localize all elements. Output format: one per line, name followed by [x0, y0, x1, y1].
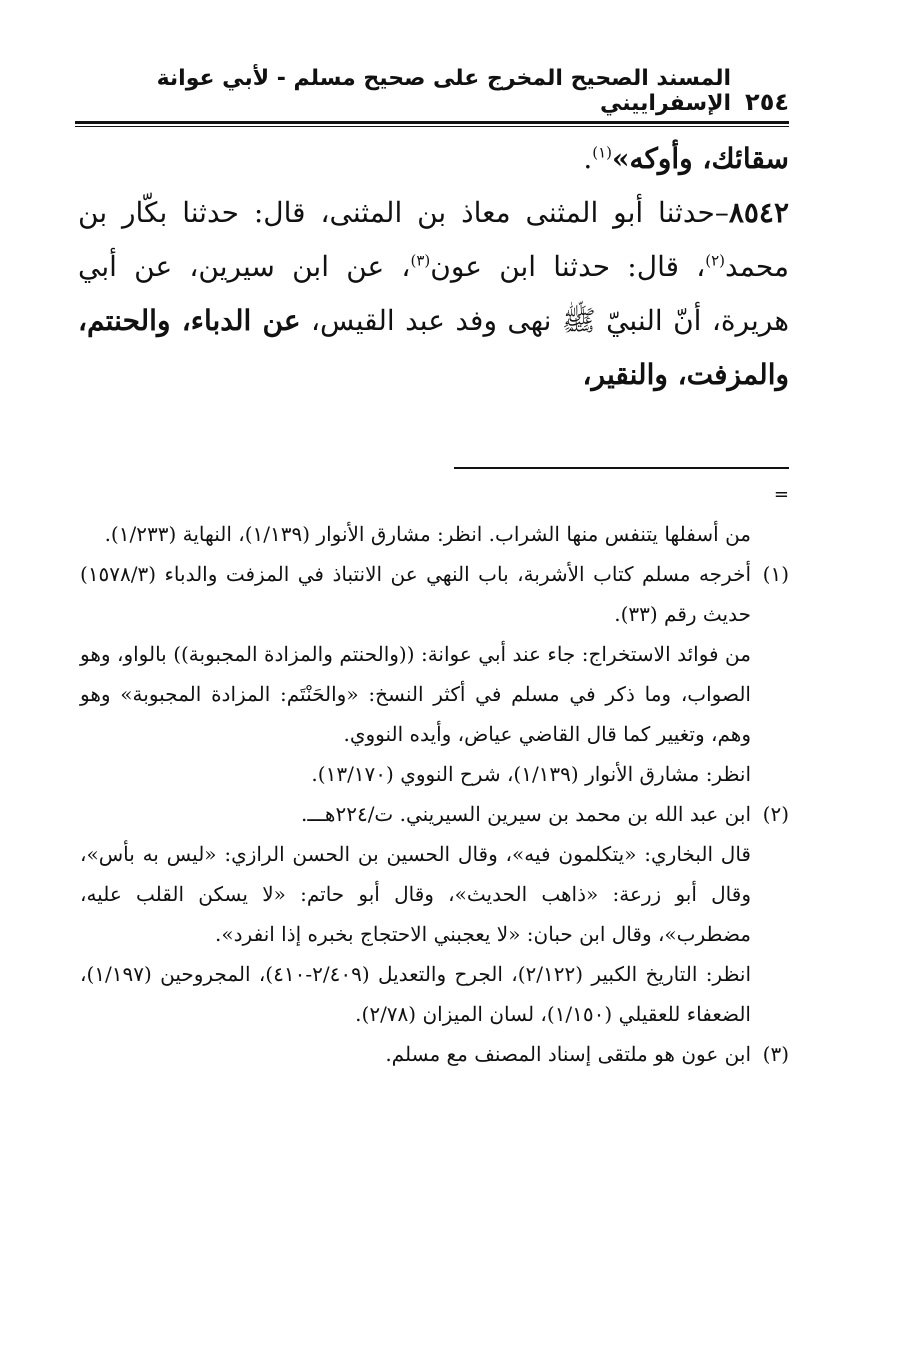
footnotes: [80, 514, 789, 1074]
footnote-1-para-2: من فوائد الاستخراج: جاء عند أبي عوانة: ((والحنتم والمزادة المجبوبة)) بالواو، وهو الصواب، وما ذكر في مسلم في أكثر النسخ: «والحَنْتَم: المزادة المجبوبة» وهو وهم، وتغيير كما قال القاضي عياض، وأيده النووي.: [80, 642, 751, 746]
footnote-2-para-3: انظر: التاريخ الكبير (٢/١٢٢)، الجرح والتعديل (٢/٤٠٩-٤١٠)، المجروحين (١/١٩٧)، الضعفاء للعقيلي (١/١٥٠)، لسان الميزان (٢/٧٨).: [80, 962, 751, 1026]
hadith-number: ٨٥٤٢: [728, 196, 789, 229]
hadith-isnad-b: ، قال: حدثنا ابن عون: [430, 250, 706, 283]
footnote-2-text: ابن عبد الله بن محمد بن سيرين السيريني. ت/٢٢٤هـــ.: [300, 802, 751, 826]
running-title: المسند الصحيح المخرج على صحيح مسلم - لأبي عوانة الإسفراييني: [156, 66, 732, 116]
header-rule-thin: [75, 126, 789, 127]
hadith-paragraph: [78, 186, 789, 402]
footnote-2: [80, 794, 789, 834]
footnote-ref-3: (٣): [410, 251, 431, 270]
hadith-matn-bold: عن الدباء، والحنتم، والمزفت، والنقير،: [78, 304, 789, 391]
hadith-isnad-a: –حدثنا أبو المثنى معاذ بن المثنى، قال: حدثنا بكّار بن محمد: [78, 196, 789, 283]
footnote-continuation: من أسفلها يتنفس منها الشراب. انظر: مشارق الأنوار (١/١٣٩)، النهاية (١/٢٣٣).: [104, 522, 751, 546]
footnote-1-marker: (١): [762, 562, 789, 586]
footnote-1-text: أخرجه مسلم كتاب الأشربة، باب النهي عن الانتباذ في المزفت والدباء (١٥٧٨/٣) حديث رقم (٣٣).: [80, 562, 751, 626]
footnote-1: [80, 554, 789, 634]
footnote-ref-1: (١): [592, 143, 612, 162]
continuation-end: .: [583, 142, 593, 175]
main-text: [78, 132, 789, 402]
footnote-3: [80, 1034, 789, 1074]
footnote-3-text: ابن عون هو ملتقى إسناد المصنف مع مسلم.: [385, 1042, 751, 1066]
running-header: [75, 66, 789, 120]
footnote-2-para-2: قال البخاري: «يتكلمون فيه»، وقال الحسين بن الحسن الرازي: «ليس به بأس»، وقال أبو زرعة: «ذاهب الحديث»، وقال أبو حاتم: «لا يسكن القلب عليه، مضطرب»، وقال ابن حبان: «لا يعجبني الاحتجاج بخبره إذا انفرد».: [80, 842, 751, 946]
header-rule-thick: [75, 121, 789, 124]
footnote-continuation-mark: =: [773, 484, 789, 505]
page-number: ٢٥٤: [745, 88, 789, 116]
footnote-separator: [454, 467, 789, 469]
footnote-ref-2: (٢): [705, 251, 726, 270]
footnote-3-marker: (٣): [762, 1042, 789, 1066]
footnote-2-marker: (٢): [762, 802, 789, 826]
hadith-isnad-c: ، عن ابن سيرين، عن أبي هريرة، أنّ النبيّ ﷺ نهى وفد عبد القيس،: [78, 250, 789, 337]
continuation-text: سقائك، وأوكه»: [612, 142, 789, 175]
footnote-1-para-3: انظر: مشارق الأنوار (١/١٣٩)، شرح النووي (١٣/١٧٠).: [311, 762, 751, 786]
continuation-line: [78, 132, 789, 186]
